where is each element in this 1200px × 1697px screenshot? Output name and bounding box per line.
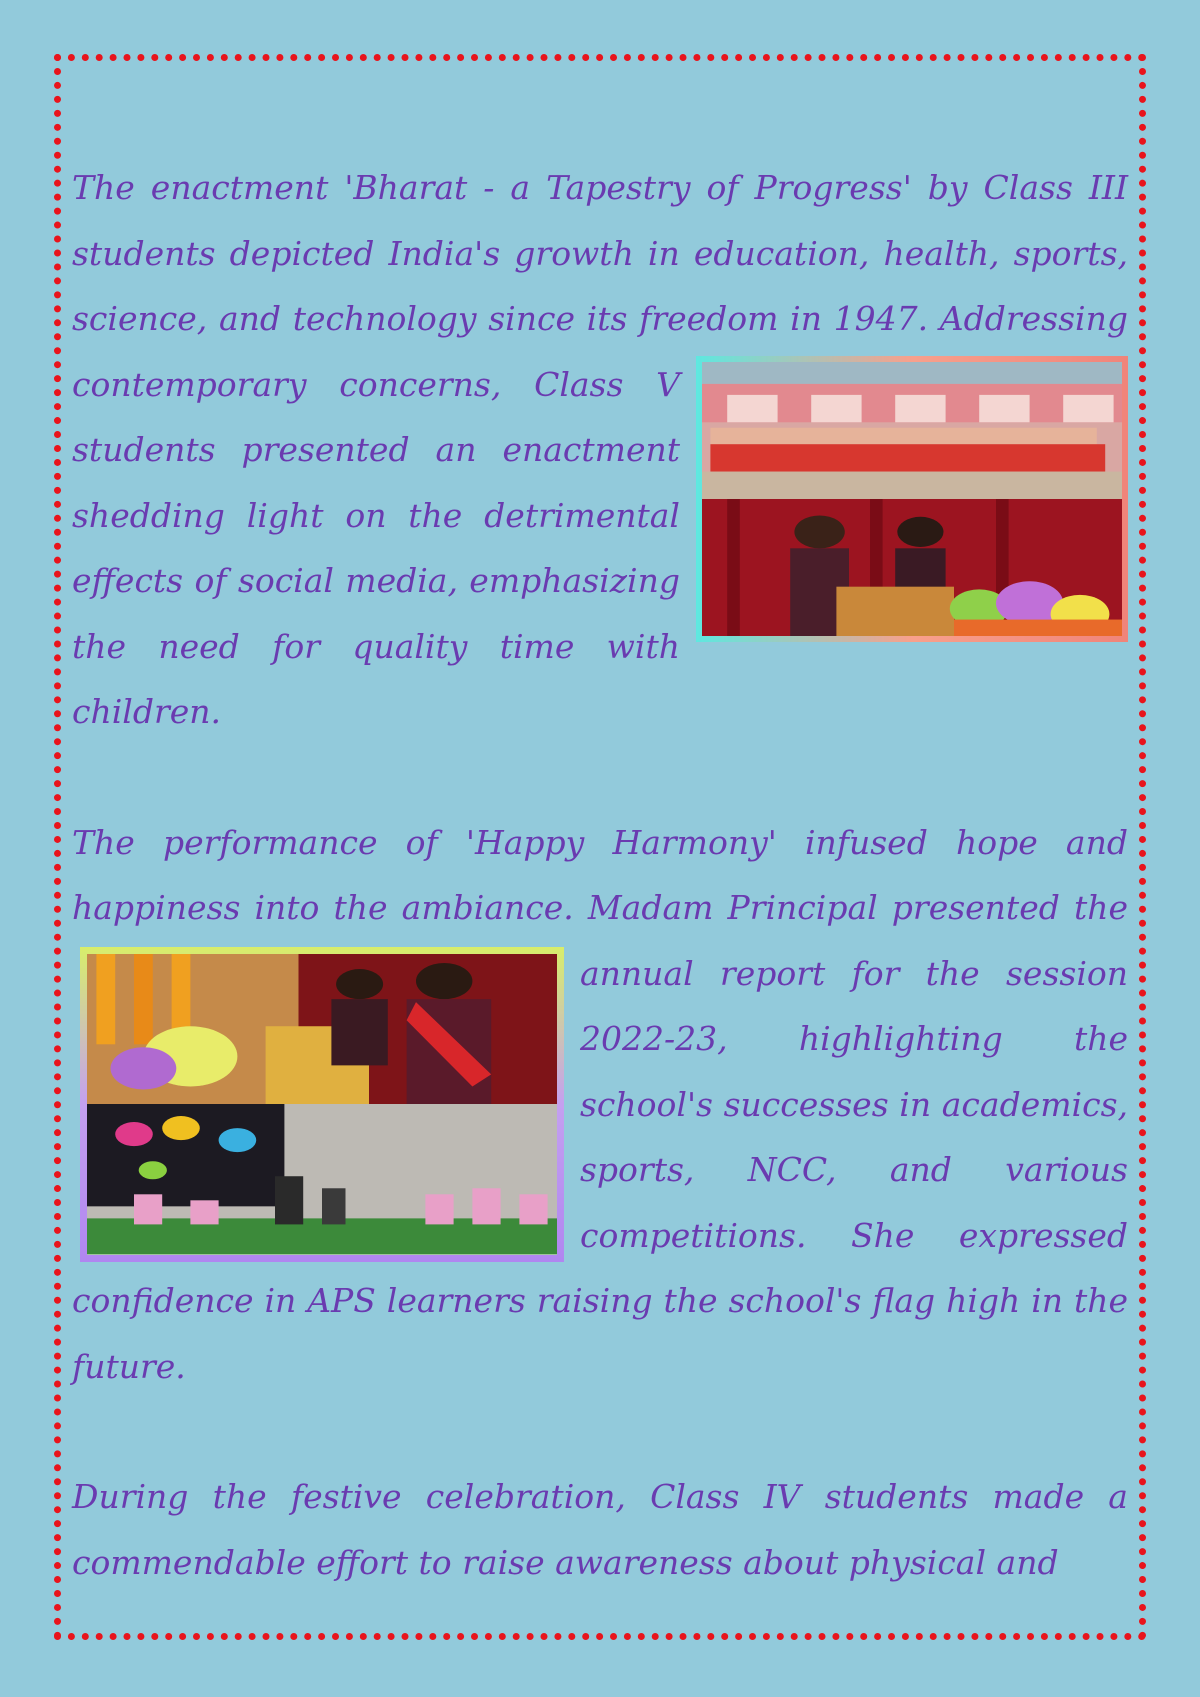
photo-speakers-with-flowers xyxy=(87,954,557,1105)
paragraph-3: During the festive celebration, Class IV students made a commendable effort to raise awareness about physical and xyxy=(72,1477,1128,1582)
paragraph-1-rest: contemporary concerns, Class V students presented an enactment shedding light on the detrimental effects of social media, emphasizing the need for quality time with children. xyxy=(72,364,680,731)
photo-dance-performance xyxy=(87,1104,557,1255)
photo-collage-annual-report xyxy=(80,947,564,1262)
paragraph-2-rest: annual report for the session 2022-23, highlighting the school's successes in academics, sports, NCC, and various competitions. She expressed confidence in APS learners raising the school's flag high in the future. xyxy=(72,953,1128,1386)
paragraph-1 xyxy=(72,155,1128,745)
paragraph-2-lead: The performance of 'Happy Harmony' infused hope and happiness into the ambiance. Madam Principal presented the xyxy=(72,822,1128,927)
photo-student-speakers-podium xyxy=(702,499,1122,636)
photo-collage-class-v xyxy=(696,356,1128,642)
paragraph-2 xyxy=(72,810,1128,1400)
paragraph-1-lead: The enactment 'Bharat - a Tapestry of Progress' by Class III students depicted India's growth in education, health, sports, science, and technology since its freedom in 1947. Addressing xyxy=(72,168,1128,338)
article-body xyxy=(72,155,1128,1595)
photo-group-students-seated xyxy=(702,362,1122,499)
